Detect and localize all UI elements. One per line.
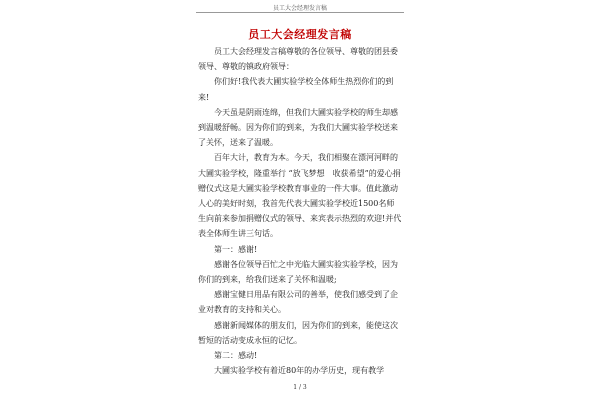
document-body <box>198 44 402 378</box>
paragraph-salutation: 员工大会经理发言稿尊敬的各位领导、尊敬的团县委领导、尊敬的镇政府领导： <box>198 47 398 72</box>
paragraph-thanks-leaders: 感谢各位领导百忙之中光临大圃实验实验学校，因为你们的到来，给我们送来了关怀和温暖; <box>198 259 398 285</box>
header-divider <box>196 12 404 13</box>
paragraph-ceremony: 百年大计，教育为本。今天，我们相聚在漂河河畔的大圃实验学校，隆重举行 “放飞梦想 收获希望”的爱心捐赠仪式这是大圃实验学校教育事业的一件大事。值此激动人心的美好时刻，我首先代表大圃实验学校近1500名师生向前来参加捐赠仪式的领导、来宾表示热烈的欢迎!并代表全体师生讲三句话。 <box>198 153 402 239</box>
paragraph-school-history: 大圃实验学校有着近80年的办学历史，现有教学 <box>214 366 385 376</box>
paragraph-thanks-company: 感谢宝健日用品有限公司的善举，使我们感受到了企业对教育的支持和关心。 <box>198 290 398 315</box>
document-title: 员工大会经理发言稿 <box>248 28 352 41</box>
section-heading-thanks: 第一：感谢! <box>214 244 258 254</box>
page-number: 1 / 3 <box>293 384 307 391</box>
section-heading-moved: 第二：感动! <box>214 351 258 361</box>
paragraph-weather: 今天虽是阴雨连绵，但我们大圃实验学校的师生却感到温暖舒畅。因为你们的到来，为我们大圃实验学校送来了关怀，送来了温暖。 <box>198 107 398 148</box>
paragraph-greeting: 你们好!我代表大圃实验学校全体师生热烈你们的到来! <box>198 77 394 102</box>
paragraph-thanks-media: 感谢新闻媒体的朋友们，因为你们的到来，能使这次暂短的活动变成永恒的记忆。 <box>198 320 398 345</box>
running-header: 员工大会经理发言稿 <box>272 5 327 12</box>
